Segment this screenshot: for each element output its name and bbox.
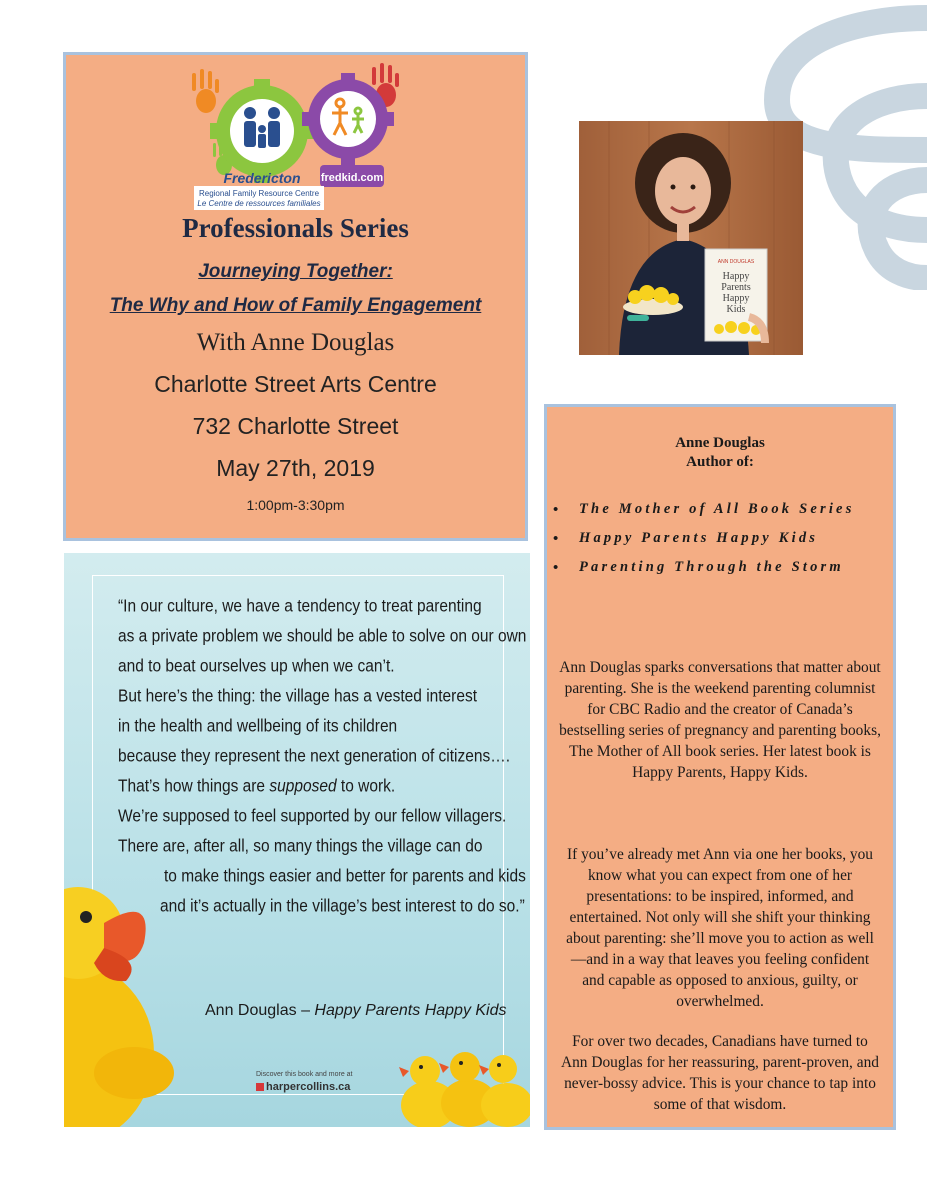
author-bio-panel	[544, 404, 896, 1130]
presenter: With Anne Douglas	[196, 329, 395, 356]
book-cover-title-3: Happy	[722, 293, 750, 304]
quote-card	[64, 553, 530, 1127]
harpercollins-logo-icon	[256, 1083, 264, 1091]
quote-line: There are, after all, so many things the village can do	[118, 837, 483, 857]
quote-text-segment: That’s how things are	[118, 777, 270, 797]
talk-title-line1: Journeying Together:	[198, 261, 393, 282]
series-title: Professionals Series	[182, 213, 409, 243]
quote-line: But here’s the thing: the village has a vested interest	[118, 687, 478, 707]
bio-paragraph-1: Ann Douglas sparks conversations that matter about parenting. She is the weekend parenting columnist for CBC Radio and the creator of Canada’s bestselling series of pregnancy and parenting books, The Mother of All book series. Her latest book is Happy Parents, Happy Kids.	[559, 659, 881, 781]
rubber-ducks-small-icon	[399, 1023, 530, 1127]
quote-line: in the health and wellbeing of its children	[118, 717, 398, 737]
quote-line: “In our culture, we have a tendency to treat parenting	[118, 597, 482, 617]
book-list	[547, 495, 879, 582]
logo-site-text: fredkid.com	[320, 172, 384, 184]
quote-attribution	[205, 1002, 507, 1020]
venue: Charlotte Street Arts Centre	[154, 371, 437, 397]
frc-logo	[184, 61, 416, 211]
quote-emphasis: supposed	[269, 777, 337, 797]
bio-paragraph-2: If you’ve already met Ann via one her books, you know what you can expect from one of her presentations: to be inspired, informed, and entertained. Not only will she shift your thinking about parenting: she’ll move you to action as well—and in a way that leaves you feeling confident and capable as opposed to anxious, guilty, or overwhelmed.	[566, 846, 874, 1010]
talk-title-line2: The Why and How of Family Engagement	[109, 295, 482, 316]
bio-author-of: Author of:	[686, 454, 754, 470]
quote-line: and it’s actually in the village’s best interest to do so.”	[160, 897, 525, 917]
discover-text: Discover this book and more at	[256, 1071, 353, 1078]
quote-line: We’re supposed to feel supported by our fellow villagers.	[118, 807, 507, 827]
bio-paragraph-3: For over two decades, Canadians have turned to Ann Douglas for her reassuring, parent-proven, and never-bossy advice. This is your chance to tap into some of that wisdom.	[561, 1033, 879, 1113]
quote-text-segment: to work.	[336, 777, 396, 797]
address: 732 Charlotte Street	[192, 413, 399, 439]
quote-line: to make things easier and better for parents and kids	[164, 867, 526, 887]
logo-subtitle-en: Regional Family Resource Centre	[198, 189, 320, 198]
author-photo	[579, 121, 803, 355]
quote-line	[118, 777, 395, 797]
handprint-orange-icon	[192, 69, 219, 113]
event-time: 1:00pm-3:30pm	[246, 497, 345, 513]
event-info-panel	[63, 52, 528, 541]
list-item: • The Mother of All Book Series	[547, 495, 879, 524]
book-cover-author: ANN DOUGLAS	[717, 259, 755, 265]
bio-author-name: Anne Douglas	[675, 435, 765, 451]
publisher-name: harpercollins.ca	[266, 1081, 351, 1093]
quote-line: as a private problem we should be able to solve on our own	[118, 627, 527, 647]
logo-org-name: Fredericton	[223, 170, 301, 186]
attribution-book: Happy Parents Happy Kids	[314, 1002, 507, 1019]
attribution-author: Ann Douglas –	[205, 1002, 315, 1019]
logo-subtitle-fr: Le Centre de ressources familiales	[197, 199, 321, 208]
event-date: May 27th, 2019	[216, 455, 375, 481]
rubber-duck-large-icon	[64, 843, 204, 1127]
quote-line: and to beat ourselves up when we can’t.	[118, 657, 395, 677]
quote-line: because they represent the next generation of citizens….	[118, 747, 511, 767]
list-item: • Happy Parents Happy Kids	[547, 524, 879, 553]
book-cover-title-1: Happy	[722, 271, 750, 282]
book-cover-title-2: Parents	[721, 282, 751, 293]
publisher-link	[256, 1081, 350, 1093]
list-item: • Parenting Through the Storm	[547, 553, 879, 582]
book-cover-title-4: Kids	[726, 304, 746, 315]
